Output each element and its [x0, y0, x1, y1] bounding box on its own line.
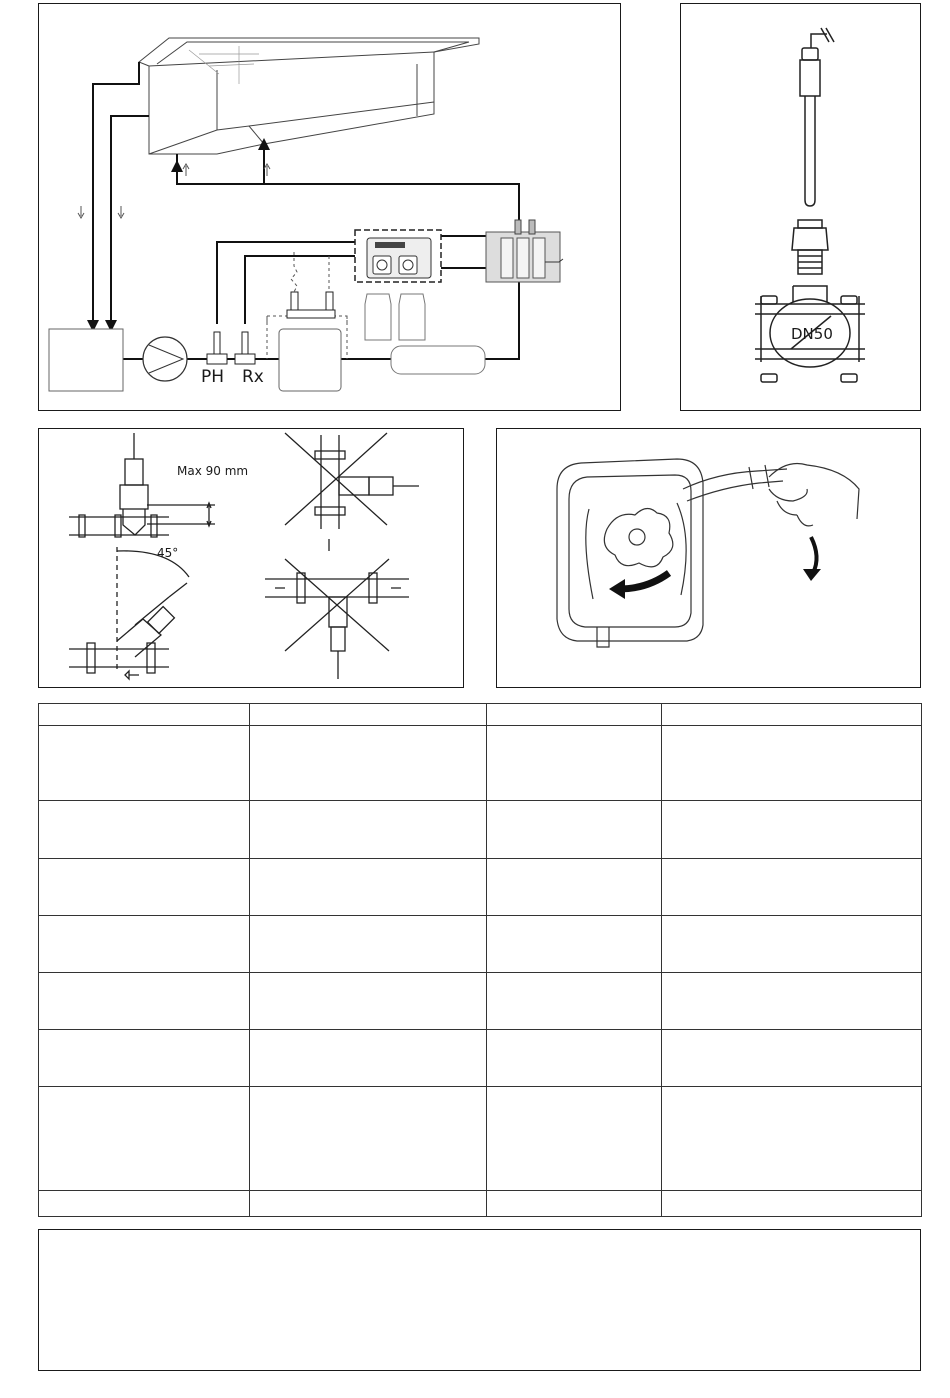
probe-holder-diagram [680, 3, 921, 411]
table-cell [250, 704, 487, 726]
table-cell [39, 858, 250, 915]
table-cell [662, 915, 922, 972]
pump-drawing [497, 429, 922, 689]
rx-label: Rx [242, 367, 264, 387]
installation-diagram [38, 3, 621, 411]
pool-illustration [139, 38, 479, 154]
probe-orientation-diagram [38, 428, 464, 688]
table-cell [662, 726, 922, 801]
table-cell [250, 973, 487, 1030]
max-90mm-label: Max 90 mm [177, 464, 249, 478]
table-cell [662, 1190, 922, 1216]
hand-illustration [683, 464, 859, 526]
installation-drawing [39, 4, 622, 412]
injectors [287, 292, 335, 318]
wrong-horizontal-mount [285, 433, 419, 551]
pump-maintenance-diagram [496, 428, 921, 688]
table-cell [662, 973, 922, 1030]
table-cell [250, 1190, 487, 1216]
pump-housing [557, 459, 703, 647]
table-cell [487, 704, 662, 726]
table-cell [39, 1030, 250, 1087]
table-row [39, 1087, 922, 1190]
flow-arrows [87, 138, 270, 332]
notes-box [38, 1229, 921, 1371]
heater-box [279, 329, 341, 391]
orientation-drawing [39, 429, 465, 689]
probe-manifold [486, 220, 563, 282]
probe-cable [811, 28, 834, 48]
spec-table [38, 703, 922, 1217]
correct-angled-mount [69, 547, 189, 679]
table-cell [39, 704, 250, 726]
table-header-row [39, 704, 922, 726]
wrong-downward-mount [265, 559, 409, 679]
table-cell [39, 915, 250, 972]
filter-box [49, 329, 123, 391]
threaded-adapter [792, 220, 828, 274]
table-cell [662, 1087, 922, 1190]
table-row [39, 726, 922, 801]
table-cell [39, 973, 250, 1030]
dn50-label: DN50 [791, 325, 833, 343]
table-cell [487, 726, 662, 801]
ph-label: PH [201, 367, 225, 387]
table-row [39, 858, 922, 915]
table-cell [250, 1030, 487, 1087]
table-cell [250, 915, 487, 972]
table-cell [39, 726, 250, 801]
table-cell [250, 726, 487, 801]
chemical-tanks [365, 294, 485, 374]
table-cell [487, 973, 662, 1030]
table-row [39, 801, 922, 858]
table-cell [487, 801, 662, 858]
table-cell [39, 1190, 250, 1216]
table-cell [662, 801, 922, 858]
rotation-arrows [609, 537, 821, 599]
table-row [39, 915, 922, 972]
table-cell [39, 1087, 250, 1190]
angle-45-label: 45° [157, 546, 179, 560]
controller-unit [367, 238, 431, 278]
table-cell [250, 801, 487, 858]
table-cell [487, 1190, 662, 1216]
table-cell [487, 1030, 662, 1087]
table-cell [487, 1087, 662, 1190]
table-cell [662, 704, 922, 726]
table-cell [39, 801, 250, 858]
table-cell [487, 915, 662, 972]
direction-markers [78, 164, 270, 218]
table-cell [250, 858, 487, 915]
table-row [39, 973, 922, 1030]
pump-symbol [143, 337, 187, 381]
table-cell [662, 858, 922, 915]
table-footer-row [39, 1190, 922, 1216]
table-cell [487, 858, 662, 915]
table-cell [250, 1087, 487, 1190]
table-row [39, 1030, 922, 1087]
probe-holder-drawing [681, 4, 922, 412]
table-cell [662, 1030, 922, 1087]
probe-body [800, 48, 820, 206]
correct-vertical-mount [69, 433, 215, 537]
